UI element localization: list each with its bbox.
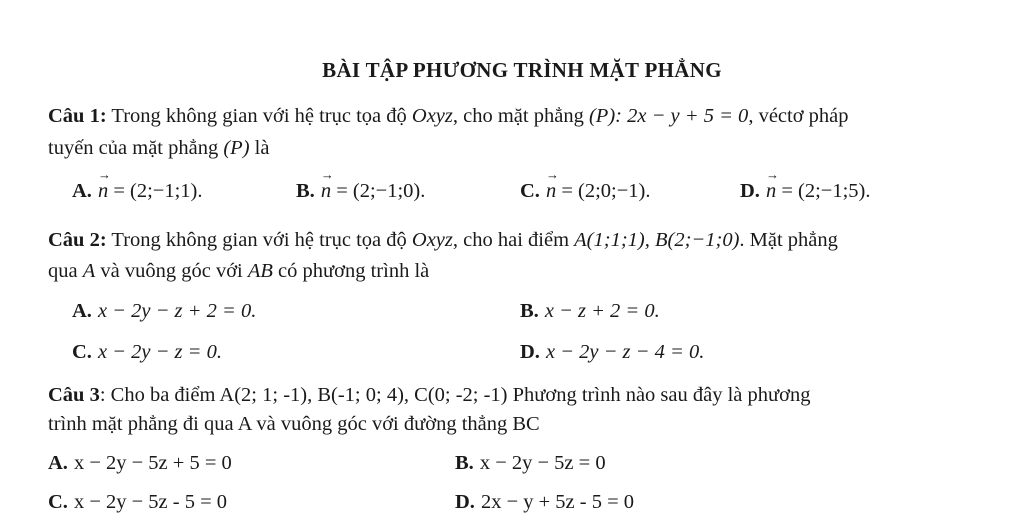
option-letter: B.	[520, 300, 539, 322]
option-value: = (2;−1;1).	[108, 180, 203, 202]
option-letter: C.	[72, 341, 92, 363]
option-value: x − 2y − z = 0.	[97, 341, 222, 363]
question-3-option-b[interactable]	[455, 452, 606, 475]
question-3-line2-text: trình mặt phẳng đi qua A và vuông góc với đường thẳng BC	[48, 413, 540, 435]
question-2-text-a: Trong không gian với hệ trục tọa độ	[106, 229, 412, 251]
question-2-oxyz: Oxyz	[411, 229, 453, 251]
question-3-option-c[interactable]	[48, 491, 227, 514]
option-letter: D.	[520, 341, 540, 363]
question-1-line2-end: là	[249, 137, 270, 159]
question-2-line-2	[48, 260, 429, 283]
question-2-option-c[interactable]	[72, 341, 222, 364]
question-2-option-d[interactable]	[520, 341, 704, 364]
question-2-option-b[interactable]	[520, 300, 660, 323]
question-2-label: Câu 2:	[48, 229, 107, 251]
option-letter: C.	[520, 180, 540, 202]
option-value: x − 2y − 5z - 5 = 0	[73, 491, 228, 513]
option-letter: A.	[72, 180, 92, 202]
question-2-line-1	[48, 229, 838, 252]
option-letter: A.	[48, 452, 68, 474]
question-2-line2-b: và vuông góc với	[95, 260, 248, 282]
option-letter: B.	[296, 180, 315, 202]
question-1-line-1	[48, 105, 849, 128]
vector-n: → n	[766, 180, 776, 203]
vector-n: → n	[546, 180, 556, 203]
question-1-label: Câu 1:	[48, 105, 107, 127]
vector-n: → n	[321, 180, 331, 203]
option-letter: A.	[72, 300, 92, 322]
question-1-equation: 2x − y + 5 = 0	[621, 105, 749, 127]
question-1-oxyz: Oxyz	[411, 105, 453, 127]
option-letter: B.	[455, 452, 474, 474]
question-2-option-a[interactable]	[72, 300, 256, 323]
question-1-line-2	[48, 137, 269, 160]
question-2-text-c: . Mặt phẳng	[739, 229, 838, 251]
question-1-plane-2: (P)	[223, 137, 250, 159]
option-value: = (2;−1;0).	[331, 180, 426, 202]
option-value: x − 2y − z − 4 = 0.	[545, 341, 705, 363]
vector-n: → n	[98, 180, 108, 203]
option-value: 2x − y + 5z - 5 = 0	[480, 491, 635, 513]
question-3-label: Câu 3	[48, 384, 100, 406]
question-1-plane: (P):	[588, 105, 622, 127]
option-value: x − z + 2 = 0.	[544, 300, 660, 322]
question-1-option-d[interactable]	[740, 180, 870, 203]
option-letter: D.	[455, 491, 475, 513]
question-2-points: A(1;1;1), B(2;−1;0)	[574, 229, 740, 251]
question-3-text-a: : Cho ba điểm A(2; 1; -1), B(-1; 0; 4), C(0; -2; -1) Phương trình nào sau đây là phương	[99, 384, 811, 406]
question-3-option-d[interactable]	[455, 491, 634, 514]
option-value: x − 2y − 5z = 0	[479, 452, 606, 474]
question-1-text-b: , cho mặt phẳng	[452, 105, 589, 127]
question-2-line2-c: có phương trình là	[272, 260, 430, 282]
option-letter: C.	[48, 491, 68, 513]
question-2-line2-a: qua	[48, 260, 83, 282]
question-2-point-a: A	[82, 260, 96, 282]
option-value: x − 2y − 5z + 5 = 0	[73, 452, 232, 474]
option-value: = (2;−1;5).	[776, 180, 871, 202]
option-value: = (2;0;−1).	[556, 180, 651, 202]
question-3-line-1	[48, 384, 810, 407]
question-1-option-b[interactable]	[296, 180, 425, 203]
question-1-option-c[interactable]	[520, 180, 650, 203]
question-3-option-a[interactable]	[48, 452, 232, 475]
page-title: BÀI TẬP PHƯƠNG TRÌNH MẶT PHẲNG	[322, 58, 722, 82]
question-1-text-c: , véctơ pháp	[748, 105, 849, 127]
question-2-segment-ab: AB	[247, 260, 273, 282]
question-2-text-b: , cho hai điểm	[452, 229, 575, 251]
option-value: x − 2y − z + 2 = 0.	[97, 300, 257, 322]
option-letter: D.	[740, 180, 760, 202]
question-1-line2-text: tuyến của mặt phẳng	[48, 137, 224, 159]
question-1-option-a[interactable]	[72, 180, 202, 203]
question-1-text-a: Trong không gian với hệ trục tọa độ	[106, 105, 412, 127]
question-3-line-2	[48, 413, 540, 436]
